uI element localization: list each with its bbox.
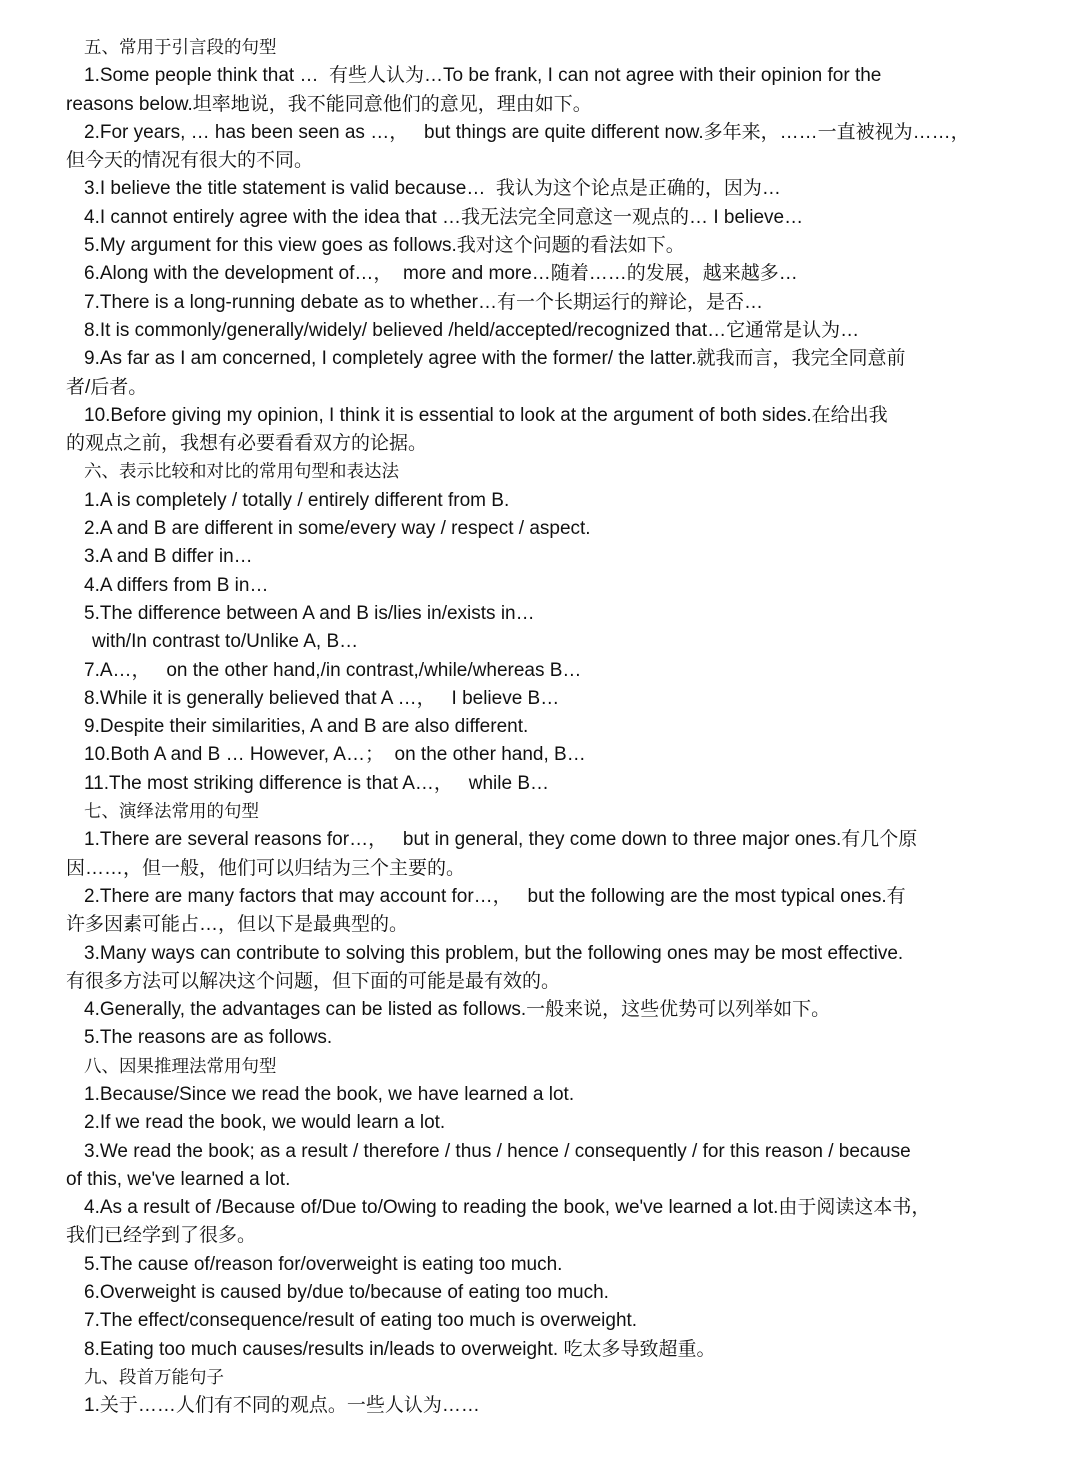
text-line: 10.Before giving my opinion, I think it is essential to look at the argument of both sides.在给出我 (84, 404, 888, 426)
text-line: 3.I believe the title statement is valid because… 我认为这个论点是正确的，因为… (84, 178, 781, 200)
text-line: 11.The most striking difference is that A…， while B… (84, 772, 549, 794)
text-line: 3.We read the book; as a result / therefore / thus / hence / consequently / for this reason / because (84, 1140, 911, 1162)
section-heading: 八、因果推理法常用句型 (84, 1056, 277, 1077)
text-line: of this, we've learned a lot. (66, 1168, 291, 1190)
text-line: 7.There is a long-running debate as to whether…有一个长期运行的辩论，是否… (84, 291, 763, 313)
text-line: 但今天的情况有很大的不同。 (66, 150, 314, 172)
text-line: 7.A…， on the other hand,/in contrast,/while/whereas B… (84, 659, 582, 681)
text-line: 1.Some people think that … 有些人认为…To be frank, I can not agree with their opinion for the (84, 65, 882, 87)
text-line: 因……，但一般，他们可以归结为三个主要的。 (66, 857, 466, 879)
text-line: 2.For years, … has been seen as …， but things are quite different now.多年来，……一直被视为……， (84, 121, 970, 143)
text-line: 8.While it is generally believed that A …， I believe B… (84, 687, 560, 709)
text-line: 的观点之前，我想有必要看看双方的论据。 (66, 433, 428, 455)
text-line: 3.Many ways can contribute to solving this problem, but the following ones may be most effective. (84, 942, 904, 964)
text-line: reasons below.坦率地说，我不能同意他们的意见，理由如下。 (66, 93, 592, 115)
text-line: 7.The effect/consequence/result of eating too much is overweight. (84, 1310, 638, 1332)
text-line: 5.The reasons are as follows. (84, 1027, 333, 1049)
text-line: 4.As a result of /Because of/Due to/Owing to reading the book, we've learned a lot.由于阅读这本书， (84, 1197, 931, 1219)
text-line: 5.The difference between A and B is/lies in/exists in… (84, 602, 535, 624)
text-line: 4.A differs from B in… (84, 574, 269, 596)
section-heading: 七、演绎法常用的句型 (84, 802, 259, 823)
text-line: 许多因素可能占…，但以下是最典型的。 (66, 914, 409, 936)
document-body (66, 34, 1020, 1421)
text-line: 6.Overweight is caused by/due to/because of eating too much. (84, 1282, 609, 1304)
text-line: 1.A is completely / totally / entirely different from B. (84, 489, 510, 511)
text-line: 1.Because/Since we read the book, we have learned a lot. (84, 1083, 575, 1105)
text-line: 5.My argument for this view goes as follows.我对这个问题的看法如下。 (84, 235, 685, 257)
text-line: 3.A and B differ in… (84, 546, 253, 568)
text-line: 4.Generally, the advantages can be listed as follows.一般来说，这些优势可以列举如下。 (84, 999, 831, 1021)
text-line: 5.The cause of/reason for/overweight is eating too much. (84, 1253, 563, 1275)
text-line: 1.There are several reasons for…， but in general, they come down to three major ones.有几个原 (84, 829, 918, 851)
text-line: 有很多方法可以解决这个问题，但下面的可能是最有效的。 (66, 970, 561, 992)
text-line: 8.Eating too much causes/results in/leads to overweight. 吃太多导致超重。 (84, 1338, 716, 1360)
text-line: 8.It is commonly/generally/widely/ believed /held/accepted/recognized that…它通常是认为… (84, 319, 860, 341)
section-heading: 九、段首万能句子 (84, 1367, 224, 1388)
text-line: 2.There are many factors that may account for…， but the following are the most typical ones.有 (84, 885, 906, 907)
text-line: 9.As far as I am concerned, I completely agree with the former/ the latter.就我而言，我完全同意前 (84, 348, 906, 370)
text-line: 6.Along with the development of…， more and more…随着……的发展，越来越多… (84, 263, 798, 285)
text-line: with/In contrast to/Unlike A, B… (92, 631, 359, 653)
text-line: 1.关于……人们有不同的观点。一些人认为…… (84, 1395, 480, 1417)
text-line: 9.Despite their similarities, A and B are also different. (84, 716, 529, 738)
text-line: 2.A and B are different in some/every way / respect / aspect. (84, 518, 591, 540)
text-line: 10.Both A and B … However, A…； on the other hand, B… (84, 744, 586, 766)
text-line: 我们已经学到了很多。 (66, 1225, 257, 1247)
section-heading: 五、常用于引言段的句型 (84, 38, 277, 58)
section-heading: 六、表示比较和对比的常用句型和表达法 (84, 462, 399, 483)
text-line: 者/后者。 (66, 376, 148, 398)
text-line: 2.If we read the book, we would learn a lot. (84, 1112, 446, 1134)
text-line: 4.I cannot entirely agree with the idea that …我无法完全同意这一观点的… I believe… (84, 206, 804, 228)
